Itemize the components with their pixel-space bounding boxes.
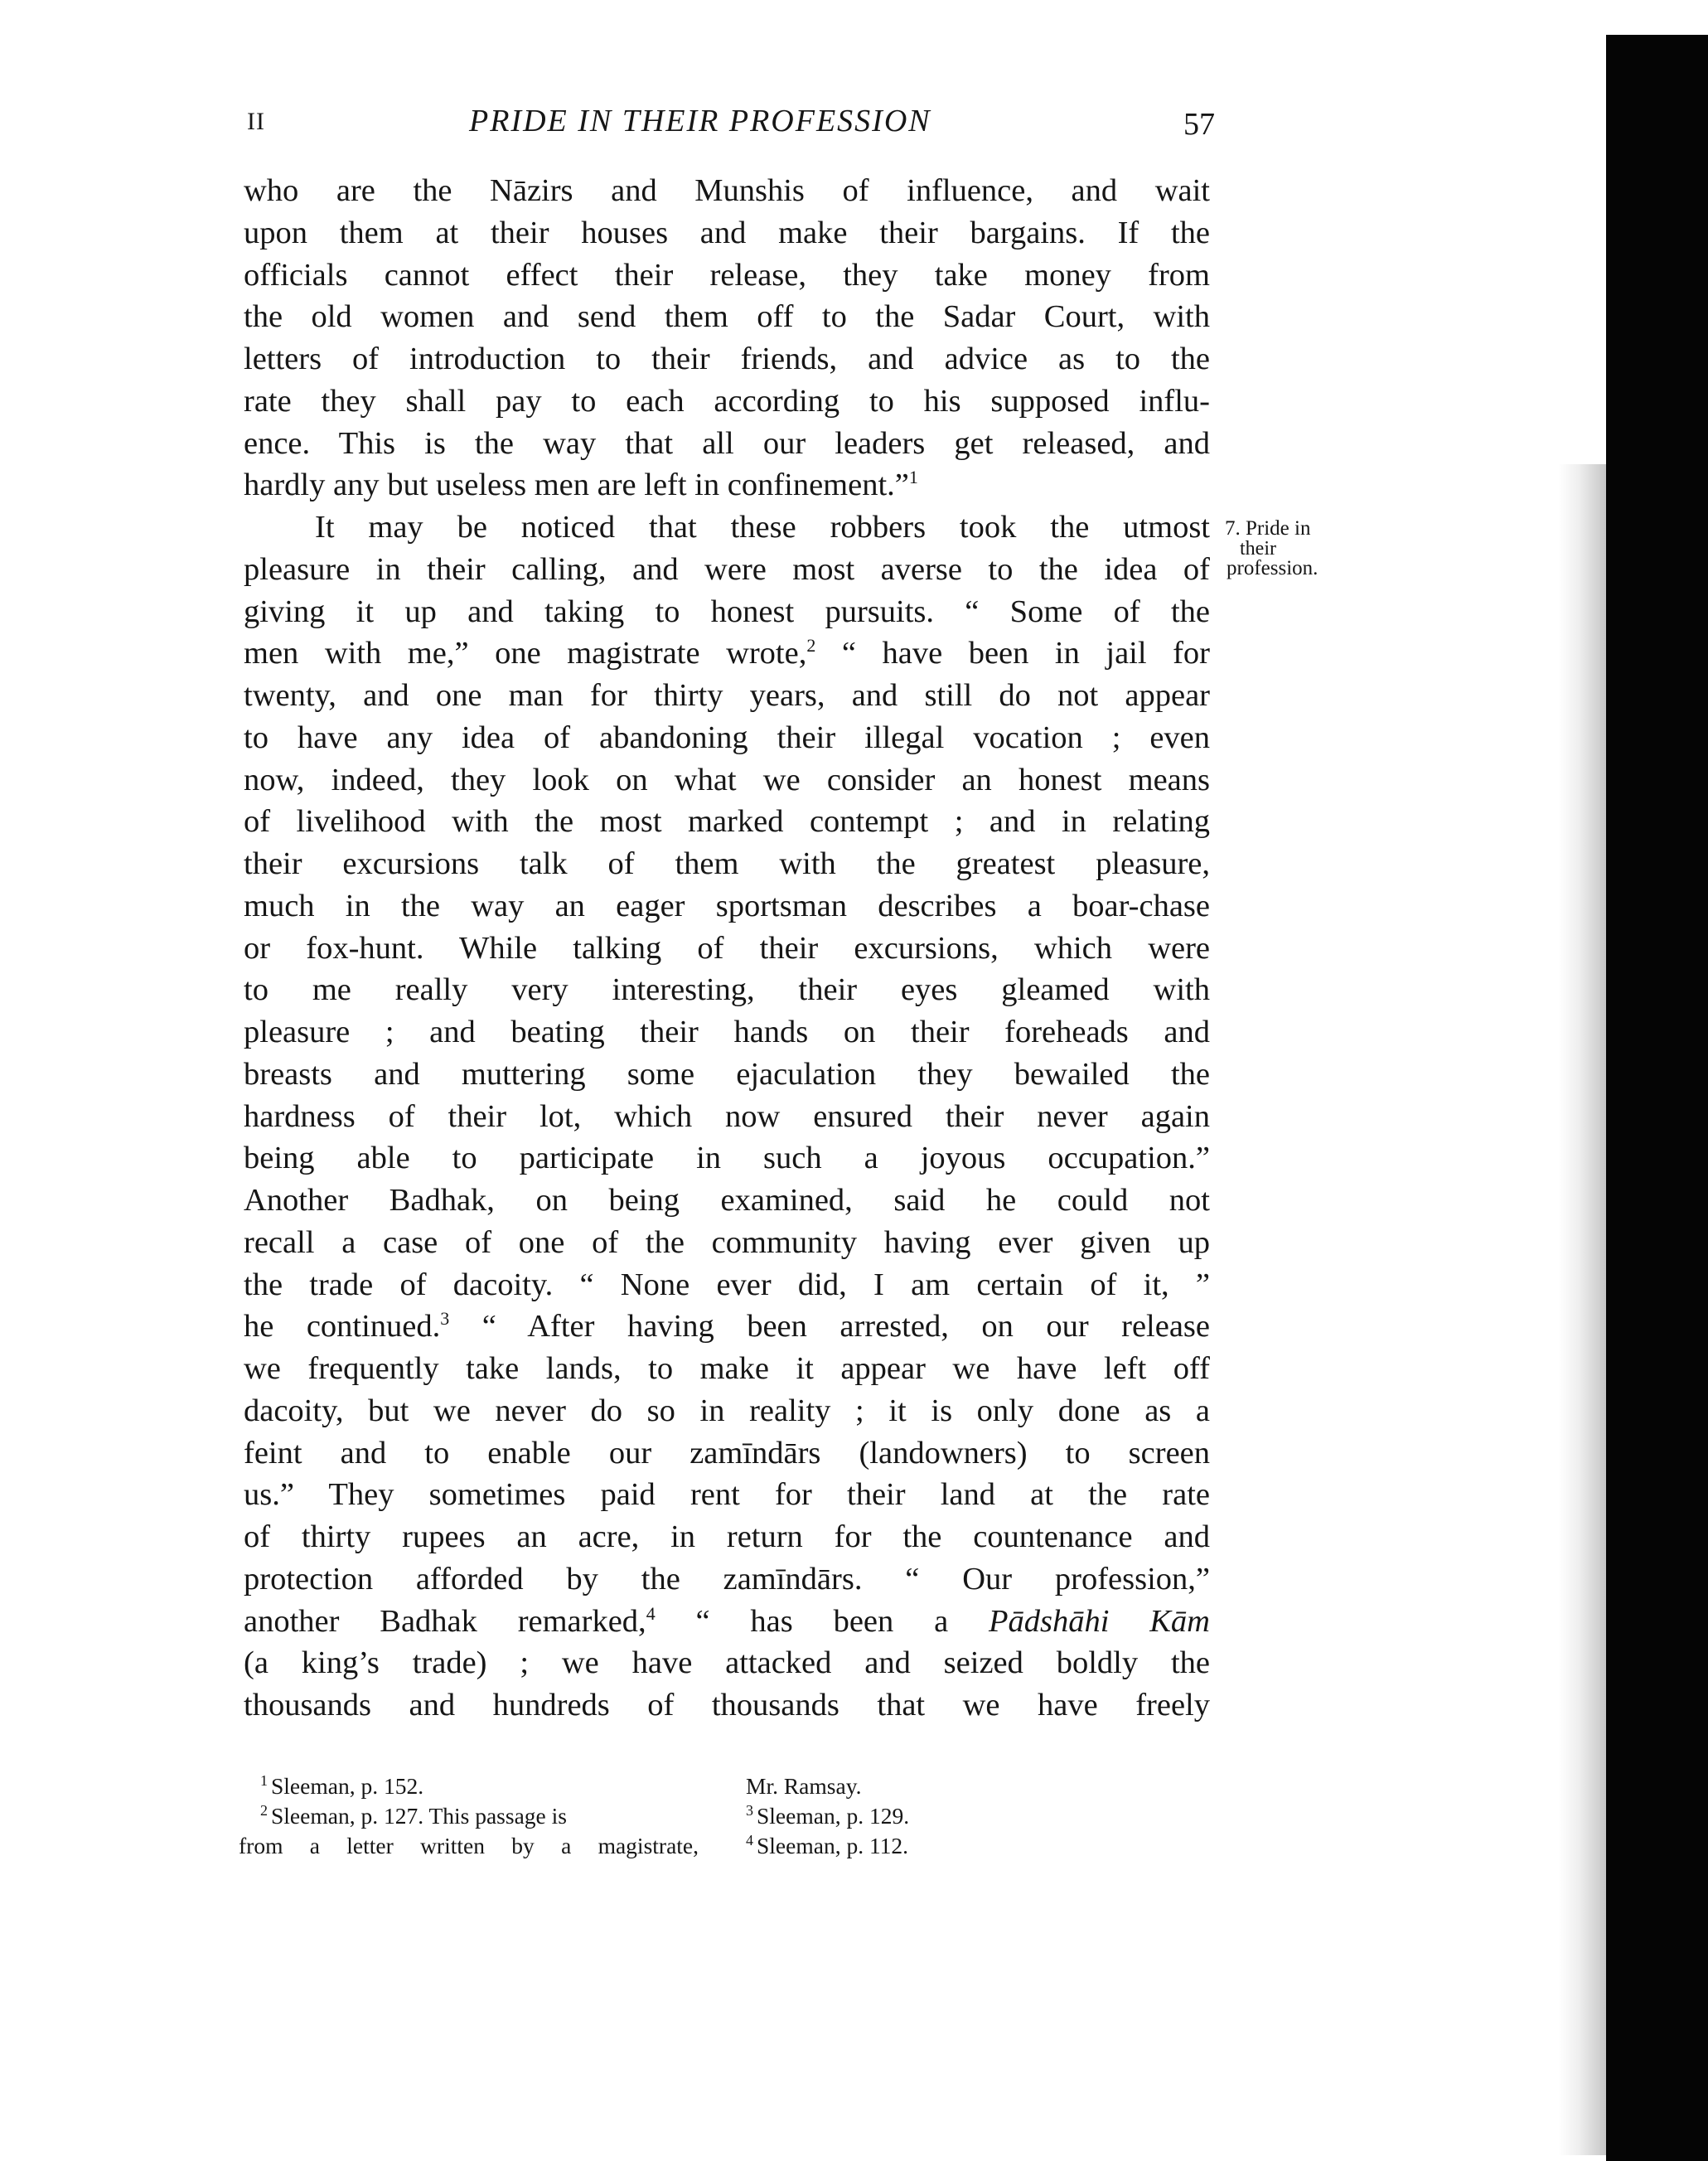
text-line: hardness of their lot, which now ensured their never again <box>244 1098 1210 1134</box>
body-text <box>244 170 1210 1727</box>
text-line: to me really very interesting, their eyes gleamed with <box>244 972 1210 1008</box>
text-line: us.” They sometimes paid rent for their land at the rate <box>244 1477 1210 1513</box>
scan-edge-border <box>1606 35 1708 2161</box>
running-title: PRIDE IN THEIR PROFESSION <box>469 104 931 138</box>
footnote-ref: 3 <box>440 1308 450 1330</box>
text-fragment: he continued. <box>244 1309 441 1345</box>
text-fragment: “ has been a <box>655 1603 989 1639</box>
footnote <box>239 1801 703 1831</box>
text-fragment: hardly any but useless men are left in confinement.” <box>244 468 909 503</box>
footnote-continuation: Mr. Ramsay. <box>746 1773 862 1799</box>
footnote-text: Sleeman, p. 152. <box>271 1773 424 1799</box>
text-line: pleasure in their calling, and were most averse to the idea of <box>244 551 1210 587</box>
text-fragment: another Badhak remarked, <box>244 1603 646 1639</box>
text-line: the trade of dacoity. “ None ever did, I am certain of it, ” <box>244 1267 1210 1302</box>
text-line: the old women and send them off to the Sadar Court, with <box>244 299 1210 335</box>
text-line: giving it up and taking to honest pursuits. “ Some of the <box>244 594 1210 629</box>
text-line: being able to participate in such a joyous occupation.” <box>244 1141 1210 1176</box>
text-line: twenty, and one man for thirty years, and still do not appear <box>244 678 1210 713</box>
running-head <box>247 103 1217 153</box>
text-line: who are the Nāzirs and Munshis of influence, and wait <box>244 173 1210 208</box>
marginal-note-line: their <box>1240 538 1276 560</box>
footnote <box>724 1801 1188 1831</box>
text-line: much in the way an eager sportsman describes a boar-chase <box>244 888 1210 923</box>
footnote-text: Sleeman, p. 112. <box>757 1833 909 1858</box>
text-line: or fox-hunt. While talking of their excursions, which were <box>244 930 1210 966</box>
text-line: recall a case of one of the community having ever given up <box>244 1224 1210 1260</box>
text-fragment: “ After having been arrested, on our release <box>449 1309 1210 1345</box>
text-line: of thirty rupees an acre, in return for the countenance and <box>244 1519 1210 1554</box>
footnote-mark: 1 <box>260 1772 268 1789</box>
footnote-ref: 4 <box>646 1602 656 1624</box>
scan-shadow <box>1558 464 1608 2155</box>
footnote-text: Sleeman, p. 127. This passage is <box>271 1803 567 1829</box>
text-line <box>244 632 1210 675</box>
footnote-text: Sleeman, p. 129. <box>757 1803 910 1829</box>
text-line <box>244 1306 1210 1348</box>
marginal-note-line: 7. Pride in <box>1225 517 1311 540</box>
footnote <box>724 1831 1188 1861</box>
text-line: pleasure ; and beating their hands on their foreheads and <box>244 1015 1210 1049</box>
text-line: thousands and hundreds of thousands that we have freely <box>244 1688 1210 1723</box>
footnote-continuation: from a letter written by a magistrate, <box>239 1833 699 1858</box>
text-line: to have any idea of abandoning their illegal vocation ; even <box>244 720 1210 755</box>
text-line: feint and to enable our zamīndārs (landowners) to screen <box>244 1435 1210 1471</box>
text-line: (a king’s trade) ; we have attacked and seized boldly the <box>244 1645 1210 1681</box>
text-line: of livelihood with the most marked contempt ; and in relating <box>244 804 1210 840</box>
marginal-note-line: profession. <box>1227 557 1318 579</box>
text-line: letters of introduction to their friends, and advice as to the <box>244 342 1210 376</box>
text-line: their excursions talk of them with the greatest pleasure, <box>244 846 1210 881</box>
footnote-mark: 2 <box>260 1802 268 1819</box>
page-number: 57 <box>1183 107 1215 142</box>
text-line <box>244 1601 1210 1643</box>
italic-term: Pādshāhi Kām <box>988 1603 1210 1639</box>
marginal-note <box>1225 519 1357 579</box>
text-line: now, indeed, they look on what we consider an honest means <box>244 762 1210 797</box>
text-line: upon them at their houses and make their bargains. If the <box>244 215 1210 250</box>
text-line: dacoity, but we never do so in reality ; it is only done as a <box>244 1393 1210 1428</box>
footnote-column-right <box>724 1771 1188 1861</box>
footnote-column-left <box>239 1771 703 1861</box>
text-line: we frequently take lands, to make it appear we have left off <box>244 1351 1210 1386</box>
text-line: officials cannot effect their release, they take money from <box>244 257 1210 293</box>
footnote-mark: 3 <box>746 1802 753 1819</box>
paragraph-start-line: It may be noticed that these robbers took the utmost <box>315 510 1210 545</box>
footnote <box>239 1771 703 1801</box>
text-line: protection afforded by the zamīndārs. “ Our profession,” <box>244 1561 1210 1597</box>
text-line <box>244 464 1210 506</box>
footnote-ref: 1 <box>908 467 918 488</box>
text-line: ence. This is the way that all our leaders get released, and <box>244 425 1210 461</box>
text-fragment: men with me,” one magistrate wrote, <box>244 636 807 671</box>
footnote-ref: 2 <box>806 635 816 657</box>
footnote-mark: 4 <box>746 1832 753 1848</box>
text-line: Another Badhak, on being examined, said he could not <box>244 1183 1210 1218</box>
text-fragment: “ have been in jail for <box>815 636 1210 671</box>
chapter-number: II <box>247 108 265 135</box>
text-line: breasts and muttering some ejaculation they bewailed the <box>244 1056 1210 1092</box>
text-line: rate they shall pay to each according to his supposed influ- <box>244 383 1210 419</box>
